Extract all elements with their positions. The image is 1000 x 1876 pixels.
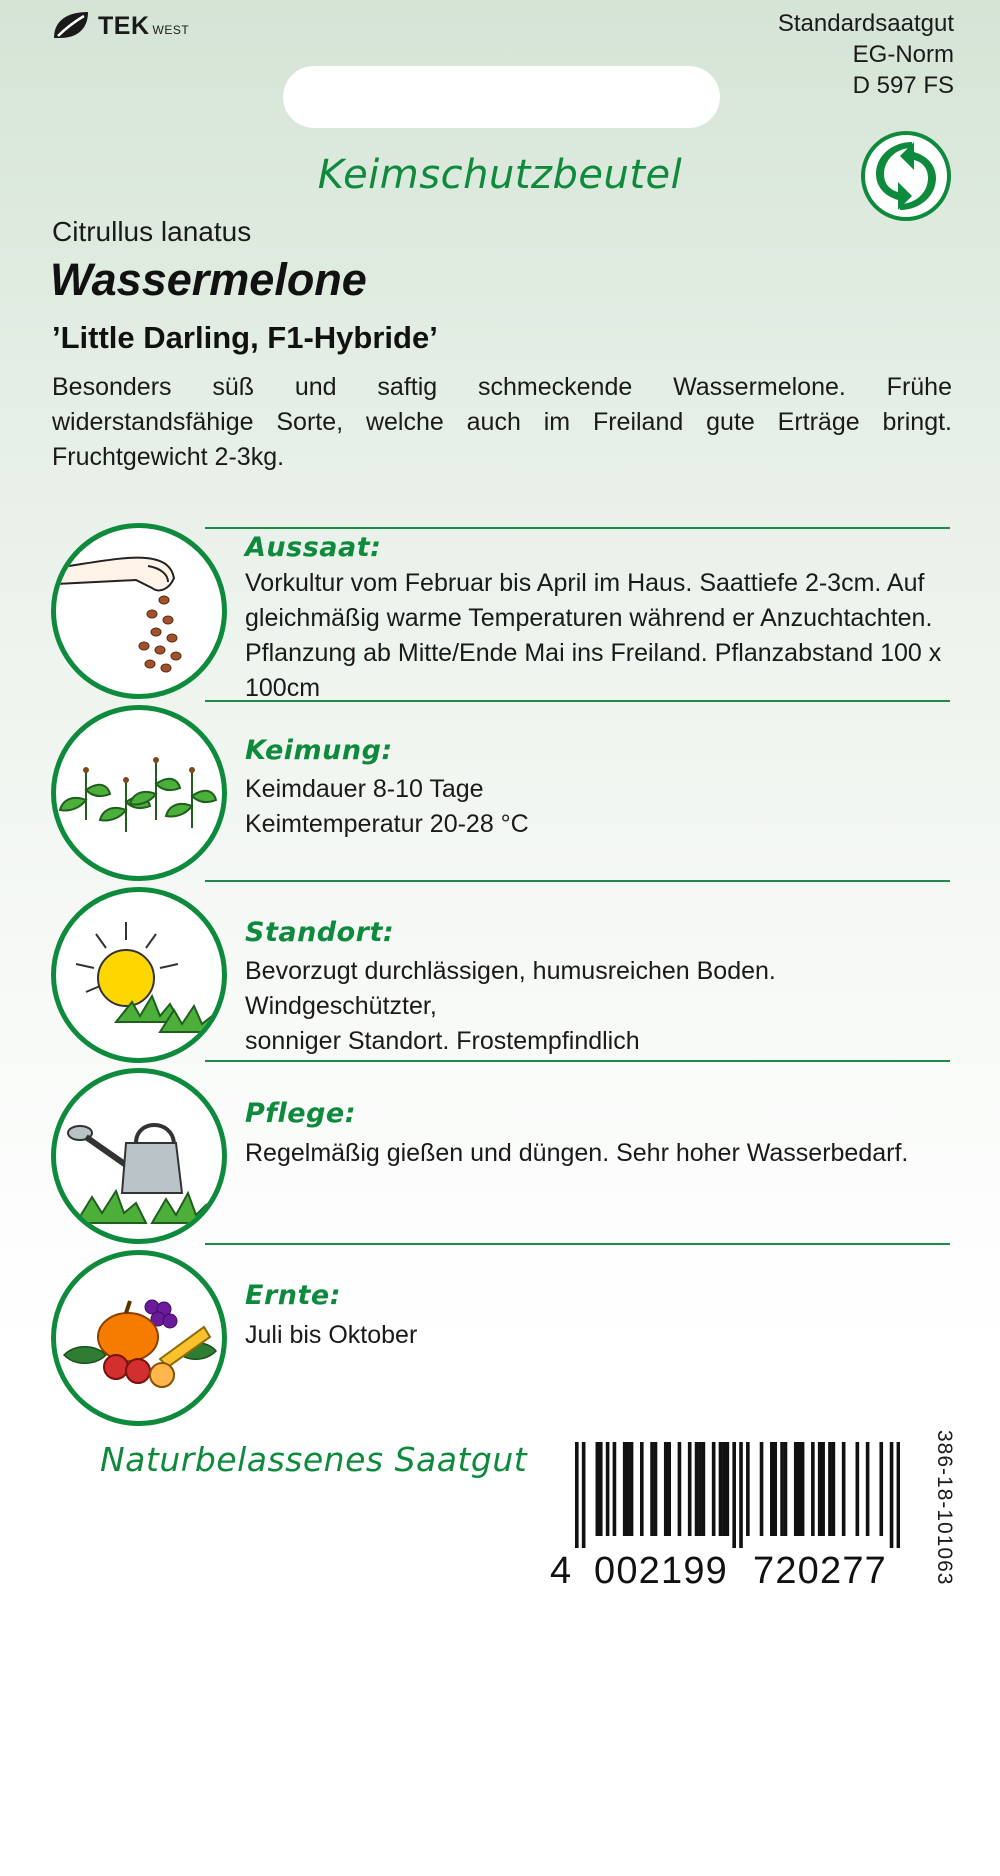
barcode-bar (664, 1442, 668, 1536)
barcode-bar (606, 1442, 610, 1536)
latin-name: Citrullus lanatus (52, 216, 252, 247)
standard-info (778, 8, 954, 101)
section-text (245, 772, 945, 842)
section-title: Standort: (245, 917, 395, 948)
text-line: Pflanzung ab Mitte/Ende Mai ins Freiland. Pflanzabstand 100 x (245, 639, 942, 667)
leaf-logo-icon (50, 10, 92, 42)
sowing-hand-icon (51, 523, 227, 699)
barcode-bar (726, 1442, 730, 1536)
barcode-bar (654, 1442, 658, 1536)
section-title: Keimung: (245, 735, 393, 766)
section-title: Aussaat: (245, 532, 382, 563)
barcode-bar (784, 1442, 788, 1536)
text-line: 100cm (245, 674, 321, 702)
brand-logo (50, 8, 189, 44)
barcode-bar (828, 1442, 832, 1536)
section-divider (205, 527, 950, 529)
product-description: Besonders süß und saftig schmeckende Wassermelone. Frühe widerstandsfähige Sorte, welche auch im Freiland gute Erträge bringt. Fruchtgewicht 2-3kg. (52, 373, 952, 471)
text-line: sonniger Standort. Frostempfindlich (245, 1027, 640, 1055)
standard-line: D 597 FS (852, 72, 954, 99)
text-line: Keimtemperatur 20-28 °C (245, 810, 529, 838)
barcode-bar (746, 1442, 750, 1536)
variety-name: ’Little Darling, F1-Hybride’ (52, 320, 438, 355)
barcode-bar (890, 1442, 894, 1548)
barcode-bar (879, 1442, 883, 1536)
text-line: gleichmäßig warme Temperaturen während er Anzuchtachten. (245, 604, 933, 632)
barcode-bar (596, 1442, 600, 1536)
harvest-vegetables-icon (51, 1250, 227, 1426)
text-line: Juli bis Oktober (245, 1321, 418, 1349)
barcode-bar (613, 1442, 617, 1536)
section-divider (205, 1060, 950, 1062)
seedlings-icon (51, 705, 227, 881)
text-line: Regelmäßig gießen und düngen. Sehr hoher Wasserbedarf. (245, 1139, 909, 1167)
brand-name: TEK (98, 11, 150, 40)
barcode-bar (856, 1442, 860, 1536)
barcode-bar (821, 1442, 825, 1536)
barcode-first-digit: 4 (550, 1550, 573, 1592)
section-text (245, 566, 945, 706)
brand-sub: WEST (152, 22, 190, 37)
barcode-bar (832, 1442, 836, 1536)
barcode-right-digits: 720277 (752, 1550, 887, 1592)
article-number: 386-18-101063 (933, 1430, 956, 1586)
barcode-bar (575, 1442, 579, 1548)
barcode-bar (794, 1442, 798, 1536)
barcode-bar (818, 1442, 822, 1536)
barcode-bar (739, 1442, 743, 1548)
barcode-bar (811, 1442, 815, 1536)
barcode-bar (780, 1442, 784, 1536)
barcode-bar (640, 1442, 644, 1536)
barcode-bar (770, 1442, 774, 1536)
barcode-number (550, 1550, 920, 1593)
barcode-bar (797, 1442, 801, 1536)
section-text (245, 1318, 945, 1353)
sun-plants-icon (51, 887, 227, 1063)
barcode-bar (630, 1442, 634, 1536)
section-divider (205, 880, 950, 882)
barcode-bar (773, 1442, 777, 1536)
barcode-bar (842, 1442, 846, 1536)
standard-line: Standardsaatgut (777, 10, 954, 37)
barcode-bar (650, 1442, 654, 1536)
barcode-bar (698, 1442, 702, 1536)
section-title: Ernte: (245, 1280, 341, 1311)
text-line: Bevorzugt durchlässigen, humusreichen Boden. Windgeschützter, (245, 957, 776, 1020)
barcode-left-digits: 002199 (593, 1550, 728, 1592)
barcode-bar (719, 1442, 723, 1536)
barcode (575, 1442, 900, 1548)
barcode-bar (897, 1442, 900, 1548)
section-text (245, 954, 945, 1059)
section-divider (205, 1243, 950, 1245)
barcode-bar (688, 1442, 692, 1536)
barcode-bar (722, 1442, 726, 1536)
barcode-bar (732, 1442, 736, 1548)
section-title: Pflege: (245, 1098, 357, 1129)
hanging-slot (283, 66, 720, 128)
text-line: Vorkultur vom Februar bis April im Haus. Saattiefe 2-3cm. Auf (245, 569, 925, 597)
barcode-bar (712, 1442, 716, 1536)
barcode-bar (801, 1442, 805, 1536)
product-title: Wassermelone (50, 254, 367, 305)
barcode-bar (866, 1442, 870, 1536)
barcode-bar (760, 1442, 764, 1536)
text-line: Keimdauer 8-10 Tage (245, 775, 484, 803)
standard-line: EG-Norm (852, 41, 954, 68)
barcode-bar (582, 1442, 586, 1548)
tagline: Keimschutzbeutel (317, 152, 683, 198)
watering-can-icon (51, 1068, 227, 1244)
barcode-bar (678, 1442, 682, 1536)
section-text (245, 1136, 945, 1171)
barcode-bar (667, 1442, 671, 1536)
barcode-bar (695, 1442, 699, 1536)
barcode-bar (626, 1442, 630, 1536)
barcode-bar (702, 1442, 706, 1536)
barcode-bar (599, 1442, 603, 1536)
barcode-bar (623, 1442, 627, 1536)
natural-seed-label: Naturbelassenes Saatgut (100, 1440, 528, 1479)
